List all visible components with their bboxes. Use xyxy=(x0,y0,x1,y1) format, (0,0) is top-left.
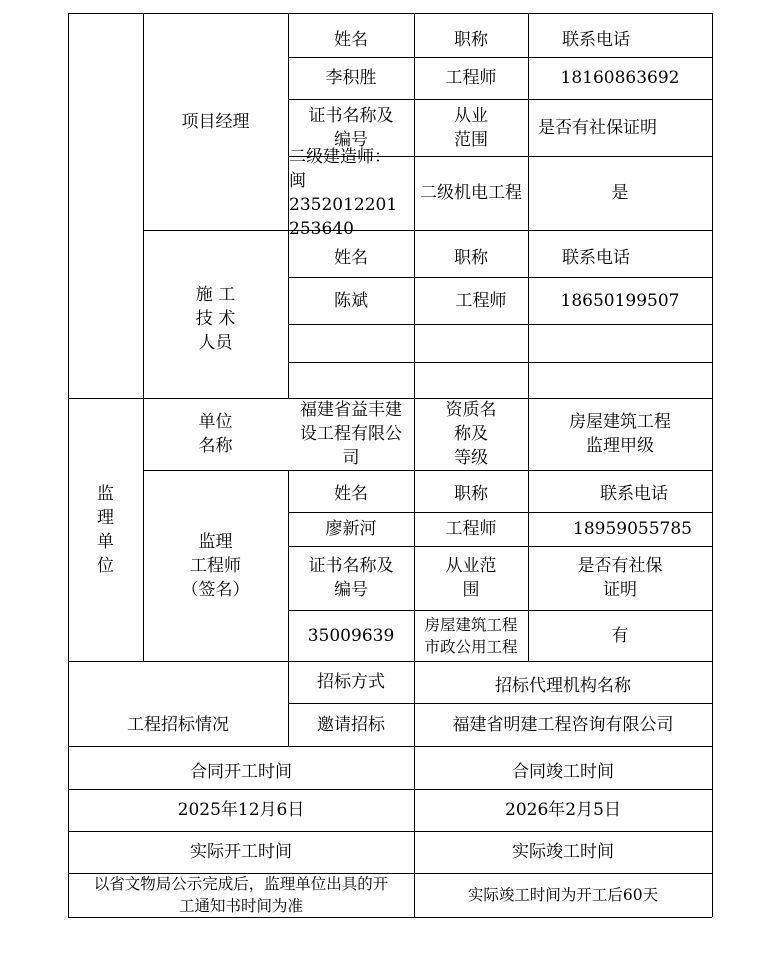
sup-phone-header: 联系电话 xyxy=(600,484,668,504)
pm-scope-header: 从业 范围 xyxy=(454,105,488,150)
tech-title: 工程师 xyxy=(455,290,507,311)
contract-end-label: 合同竣工时间 xyxy=(512,761,614,782)
actual-start-value: 以省文物局公示完成后，监理单位出具的开 工通知书时间为准 xyxy=(93,875,389,915)
bidding-agency-value: 福建省明建工程咨询有限公司 xyxy=(452,714,674,735)
tech-title-header: 职称 xyxy=(454,248,488,268)
bidding-agency-label: 招标代理机构名称 xyxy=(495,676,631,696)
qualification-label: 资质名 称及 等级 xyxy=(445,400,497,468)
unit-name-label: 单位 名称 xyxy=(198,412,233,456)
sup-title-header: 职称 xyxy=(454,484,488,504)
pm-phone-header: 联系电话 xyxy=(562,30,630,50)
sup-name-header: 姓名 xyxy=(334,484,368,504)
supervision-unit-label: 监 理 单 位 xyxy=(97,483,114,576)
sup-social-value: 有 xyxy=(611,625,629,646)
table-border-right xyxy=(712,13,713,917)
actual-end-label: 实际竣工时间 xyxy=(512,842,614,862)
sup-social-header: 是否有社保 证明 xyxy=(577,556,663,600)
tech-name: 陈斌 xyxy=(334,290,368,311)
contract-start-value: 2025年12月6日 xyxy=(177,800,305,820)
grid-line xyxy=(68,746,712,747)
tech-staff-label: 施 工 技 术 人员 xyxy=(195,285,236,353)
pm-cert-header: 证书名称及 编号 xyxy=(308,105,394,150)
actual-start-label: 实际开工时间 xyxy=(190,842,292,862)
sup-scope-header: 从业范 围 xyxy=(445,556,497,600)
pm-scope-value: 二级机电工程 xyxy=(420,183,522,203)
bidding-method-value: 邀请招标 xyxy=(317,714,385,735)
sup-cert-header: 证书名称及 编号 xyxy=(308,556,394,600)
supervising-engineer-label: 监理 工程师 （签名） xyxy=(181,531,250,600)
project-manager-label: 项目经理 xyxy=(181,111,250,132)
bidding-method-label: 招标方式 xyxy=(317,672,385,692)
qualification-value: 房屋建筑工程 监理甲级 xyxy=(569,412,671,456)
contract-end-value: 2026年2月5日 xyxy=(505,800,621,820)
tech-phone-header: 联系电话 xyxy=(562,248,630,268)
contract-start-label: 合同开工时间 xyxy=(190,761,292,782)
pm-title-header: 职称 xyxy=(454,30,488,50)
pm-title: 工程师 xyxy=(445,68,497,88)
actual-end-value: 实际竣工时间为开工后60天 xyxy=(467,886,659,904)
unit-name-value: 福建省益丰建 设工程有限公 司 xyxy=(300,400,402,468)
pm-social-header: 是否有社保证明 xyxy=(538,117,657,138)
bidding-label: 工程招标情况 xyxy=(127,714,229,735)
grid-line xyxy=(288,362,712,363)
tech-name-header: 姓名 xyxy=(334,248,368,268)
grid-line xyxy=(143,230,712,231)
pm-social-value: 是 xyxy=(611,183,629,203)
grid-line xyxy=(288,324,712,325)
pm-name: 李积胜 xyxy=(325,68,377,88)
sup-cert-value: 35009639 xyxy=(307,625,395,646)
pm-cert-value: 二级建造师： 闽2352012201 253640 xyxy=(289,147,398,239)
sup-name: 廖新河 xyxy=(325,519,377,539)
pm-phone: 18160863692 xyxy=(560,68,680,88)
sup-scope-value: 房屋建筑工程 市政公用工程 xyxy=(424,615,518,656)
sup-phone: 18959055785 xyxy=(573,519,692,539)
sup-title: 工程师 xyxy=(445,519,497,539)
tech-phone: 18650199507 xyxy=(560,290,680,311)
pm-name-header: 姓名 xyxy=(334,30,368,50)
table-border-bottom xyxy=(68,917,712,918)
